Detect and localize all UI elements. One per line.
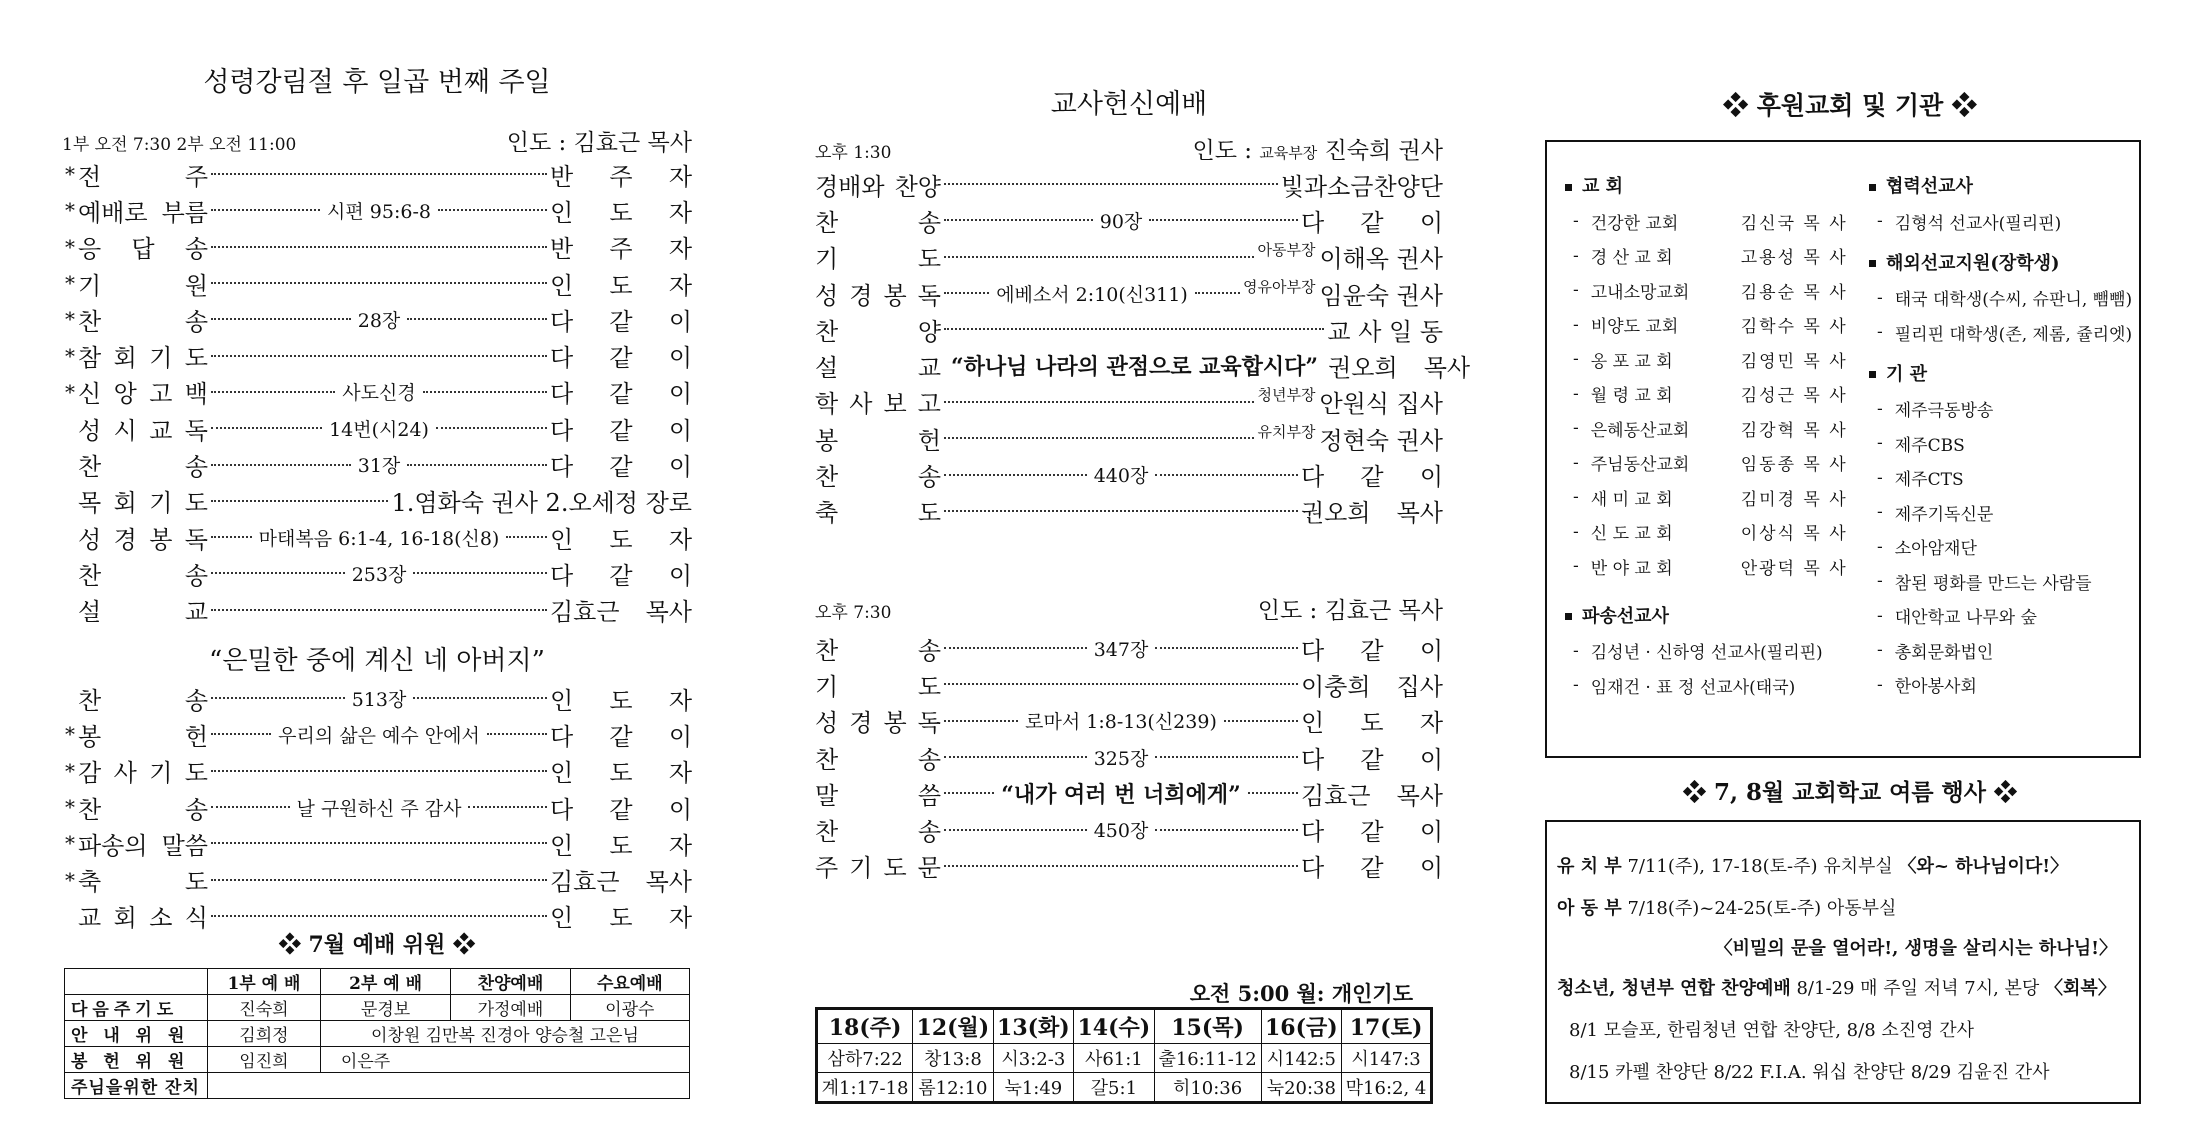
order-item — [62, 592, 692, 628]
supporter-item: - 제주CBS — [1877, 433, 1965, 456]
bible-day-header: 14(수) — [1074, 1009, 1154, 1044]
order-item-person: 인 도 자 — [550, 525, 693, 554]
order-item-person: 다 같 이 — [1301, 463, 1443, 492]
order-item-person: 다 같 이 — [1301, 854, 1443, 883]
order-item-person: 다 같 이 — [550, 795, 693, 824]
supporters-title: ❖ 후원교회 및 기관 ❖ — [1723, 91, 1977, 120]
supporter-item: - 비양도 교회 김학수 목 사 — [1573, 314, 1848, 338]
order-item-name: 목 회 기 도 — [78, 489, 208, 518]
order-item-detail: “하나님 나라의 관점으로 교육합시다” — [951, 354, 1319, 381]
order-item-person: 다 같 이 — [550, 561, 692, 590]
supporter-item: - 김형석 선교사(필리핀) — [1877, 211, 2062, 234]
order-item-name: 봉 헌 — [815, 426, 941, 455]
order-item — [815, 456, 1443, 492]
order-item-name: 축 도 — [815, 499, 941, 528]
order-item-person: 다 같 이 — [550, 380, 693, 409]
coop-label: 협력선교사 — [1869, 172, 2139, 198]
bible-reading-table — [815, 1007, 1433, 1104]
order-item — [815, 202, 1443, 238]
bible-verse-cell: 히10:36 — [1154, 1073, 1261, 1103]
evening-rows — [815, 630, 1443, 884]
bible-verse-cell: 시3:2-3 — [993, 1044, 1073, 1073]
events-title: ❖ 7, 8월 교회학교 여름 행사 ❖ — [1682, 779, 2018, 806]
coop-list — [1869, 204, 2139, 239]
events-box — [1545, 820, 2141, 1104]
duty-header — [65, 969, 208, 995]
supporter-item: - 태국 대학생(수씨, 슈판니, 뺌뺌) — [1877, 287, 2133, 311]
order-item-detail: “내가 여러 번 너희에게” — [1001, 781, 1241, 808]
order-item-name: 교 회 소 식 — [78, 904, 208, 933]
order-item-name: 기 원 — [78, 271, 208, 300]
duty-cell: 다음주기도 — [65, 995, 208, 1021]
order-item-name: 말 씀 — [815, 781, 941, 810]
duty-cell: 진숙희 — [208, 995, 321, 1021]
supporter-item: - 제주기독신문 — [1877, 502, 1994, 525]
order-item — [62, 789, 692, 825]
bible-verse-cell: 갈5:1 — [1074, 1073, 1154, 1103]
orgs-label: 기 관 — [1869, 360, 2139, 386]
leader-role: 교육부장 — [1259, 144, 1318, 162]
order-item-name: 경배와 찬양 — [815, 172, 941, 201]
order-item-name: 기 도 — [815, 245, 941, 274]
order-item-person: 다 같 이 — [1301, 745, 1443, 774]
order-item-person: 다 같 이 — [550, 344, 692, 373]
order-item — [815, 493, 1443, 529]
duty-cell: 가정예배 — [451, 995, 570, 1021]
supporter-item: - 한아봉사회 — [1877, 674, 1977, 698]
bible-verse-cell: 출16:11-12 — [1154, 1044, 1261, 1073]
order-item-name: 찬 송 — [815, 208, 941, 237]
order-item-detail: 시편 95:6-8 — [327, 200, 431, 223]
leader-label: 인도 : — [1192, 138, 1252, 164]
order-item-person: 이충희 집사 — [1301, 672, 1443, 701]
evening-lead — [815, 592, 1443, 625]
bible-verse-cell: 창13:8 — [913, 1044, 993, 1073]
order-item — [62, 555, 692, 591]
order-item-detail: 440장 — [1093, 465, 1149, 488]
supporter-item: - 신 도 교 회 이상식 목 사 — [1573, 521, 1848, 545]
stand-mark: * — [65, 343, 75, 368]
order-item-person: 인 도 자 — [550, 759, 692, 788]
order-item — [815, 811, 1443, 847]
stand-mark: * — [65, 831, 75, 856]
order-item — [62, 716, 692, 752]
event-youth-schedule-2: 8/15 카펠 찬양단 8/22 F.I.A. 워십 찬양단 8/29 김윤진 간사 — [1569, 1062, 2050, 1083]
order-item-detail: 325장 — [1093, 747, 1149, 770]
order-item-name: 찬 송 — [815, 745, 941, 774]
order-item — [62, 825, 692, 861]
stand-mark: * — [65, 271, 75, 296]
order-item-person: 다 같 이 — [1301, 818, 1443, 847]
supporter-item: - 새 미 교 회 김미경 목 사 — [1573, 487, 1848, 510]
order-item-name: 기 도 — [815, 672, 941, 701]
service-times: 1부 오전 7:30 2부 오전 11:00 — [62, 135, 297, 155]
supporter-item: - 총회문화법인 — [1877, 640, 1994, 663]
event-kindergarten: 유 치 부 7/11(주), 17-18(토-주) 유치부실 〈와~ 하나님이다!〉 — [1557, 856, 2069, 877]
event-youth: 청소년, 청년부 연합 찬양예배 8/1-29 매 주일 저녁 7시, 본당 〈회복〉 — [1557, 978, 2116, 999]
dispatched-list — [1565, 634, 1865, 703]
order-item-name: 파송의 말씀 — [78, 831, 208, 860]
order-item — [62, 301, 692, 337]
evening-time: 오후 7:30 — [815, 603, 892, 623]
duty-table — [64, 968, 690, 1099]
order-item-name: 찬 양 — [815, 317, 941, 346]
order-item-name: 성 경 봉 독 — [78, 525, 208, 554]
order-item-name: 축 도 — [78, 868, 208, 897]
bible-day-header: 16(금) — [1261, 1009, 1341, 1044]
supporter-item: - 반 야 교 회 안광덕 목 사 — [1573, 556, 1848, 579]
supporter-item: - 주님동산교회 임동종 목 사 — [1573, 452, 1848, 476]
churches-label: 교 회 — [1565, 172, 1865, 198]
order-item-detail: 513장 — [351, 688, 407, 711]
order-item — [815, 630, 1443, 666]
bible-verse-cell: 눅20:38 — [1261, 1073, 1341, 1103]
bible-day-header: 15(목) — [1154, 1009, 1261, 1044]
order-item-name: 봉 헌 — [78, 722, 208, 751]
order-item-person: 김효근 목사 — [550, 868, 692, 897]
order-item — [815, 703, 1443, 739]
order-item-person: 인 도 자 — [550, 831, 692, 860]
leader-name: 진숙희 권사 — [1324, 138, 1443, 164]
duty-cell: 이창원 김만복 진경아 양승철 고은님 — [320, 1021, 689, 1047]
order-item — [62, 374, 692, 410]
order-item-detail: 253장 — [351, 563, 407, 586]
order-item — [62, 265, 692, 301]
order-item-name: 찬 송 — [78, 686, 208, 715]
supporter-item: - 경 산 교 회 고용성 목 사 — [1573, 245, 1848, 269]
order-item — [62, 446, 692, 482]
order-item-detail: 31장 — [357, 455, 401, 478]
dispatched-label: 파송선교사 — [1565, 602, 1865, 628]
order-item-detail: 14번(시24) — [329, 418, 429, 441]
order-item-person: 인 도 자 — [550, 271, 692, 300]
order-item-person: 교 사 일 동 — [1327, 317, 1443, 346]
stand-mark: * — [65, 722, 75, 747]
bible-verse-cell: 롬12:10 — [913, 1073, 993, 1103]
duty-header: 찬양예배 — [451, 969, 570, 995]
duty-cell: 문경보 — [320, 995, 450, 1021]
afternoon-lead — [815, 132, 1443, 165]
order-item-name: 성 시 교 독 — [78, 416, 208, 445]
order-item — [815, 347, 1471, 383]
order-item — [815, 384, 1443, 420]
order-item-person: 다 같 이 — [550, 416, 693, 445]
supporter-item: - 고내소망교회 김용순 목 사 — [1573, 280, 1848, 303]
order-item-name: 성 경 봉 독 — [815, 281, 941, 310]
order-item-detail: 28장 — [357, 309, 401, 332]
order-item-person: 반 주 자 — [550, 235, 692, 264]
order-item — [62, 156, 692, 192]
supporter-item: - 옹 포 교 회 김영민 목 사 — [1573, 349, 1848, 372]
order-item-person: 청년부장 안원식 집사 — [1257, 386, 1443, 419]
order-item — [815, 848, 1443, 884]
order-item-name: 찬 송 — [815, 463, 941, 492]
supporter-item: - 참된 평화를 만드는 사람들 — [1877, 571, 2092, 594]
order-item-person: 다 같 이 — [1301, 636, 1443, 665]
order-item-person: 인 도 자 — [1301, 709, 1444, 738]
order-item-name: 응 답 송 — [78, 235, 208, 264]
order-item-person: 인 도 자 — [550, 904, 692, 933]
bible-verse-cell: 시142:5 — [1261, 1044, 1341, 1073]
supporters-right — [1869, 172, 2139, 702]
supporter-item: - 건강한 교회 김신국 목 사 — [1573, 211, 1848, 234]
duty-cell: 이광수 — [570, 995, 689, 1021]
duty-title: ❖ 7월 예배 위원 ❖ — [278, 932, 476, 958]
bible-day-header: 13(화) — [993, 1009, 1073, 1044]
stand-mark: * — [65, 795, 75, 820]
bible-verse-cell: 계1:17-18 — [817, 1073, 913, 1103]
order-item-person: 다 같 이 — [550, 453, 692, 482]
duty-cell: 주님을위한 잔치 — [65, 1073, 208, 1099]
supporter-item: - 대안학교 나무와 숲 — [1877, 605, 2037, 629]
order-item-detail: 우리의 삶은 예수 안에서 — [278, 724, 480, 747]
order-item — [815, 666, 1443, 702]
duty-cell — [208, 1073, 690, 1099]
order-item-person: 김효근 목사 — [1301, 781, 1443, 810]
bible-verse-cell: 삼하7:22 — [817, 1044, 913, 1073]
bible-verse-cell: 막16:2, 4 — [1342, 1073, 1432, 1103]
afternoon-leader — [1193, 132, 1444, 165]
order-item — [62, 483, 692, 519]
order-item-detail: 날 구원하신 주 감사 — [296, 797, 462, 820]
supporter-item: - 월 령 교 회 김성근 목 사 — [1573, 383, 1848, 407]
order-item-person: 다 같 이 — [550, 722, 693, 751]
order-item-person: 1.염화숙 권사 2.오세정 장로 — [391, 489, 692, 518]
order-item-person: 권오희 목사 — [1301, 499, 1443, 528]
duty-cell: 김희정 — [208, 1021, 321, 1047]
order-item-person: 다 같 이 — [550, 307, 692, 336]
order-item-detail: 90장 — [1099, 210, 1143, 233]
order-item-detail: 에베소서 2:10(신311) — [996, 283, 1188, 306]
order-item-name: 주 기 도 문 — [815, 854, 941, 883]
order-item — [62, 192, 692, 228]
duty-cell: 봉 헌 위 원 — [65, 1047, 208, 1073]
bible-day-header: 18(주) — [817, 1009, 913, 1044]
prayer-caption: 오전 5:00 월: 개인기도 — [1189, 981, 1413, 1006]
supporter-item: - 필리핀 대학생(존, 제롬, 쥴리엣) — [1877, 322, 2133, 345]
supporter-item: - 제주극동방송 — [1877, 398, 1994, 422]
order-item-person: 반 주 자 — [550, 162, 692, 191]
supporter-item: - 은혜동산교회 김강혁 목 사 — [1573, 418, 1848, 441]
order-item-name: 감 사 기 도 — [78, 759, 208, 788]
order-item-person: 권오희 목사 — [1328, 354, 1471, 383]
duty-cell: 이은주 — [320, 1047, 689, 1073]
order-item — [815, 775, 1443, 811]
order-rows-main — [62, 156, 692, 628]
duty-cell: 임진희 — [208, 1047, 321, 1073]
supporter-item: - 임재건 · 표 정 선교사(태국) — [1573, 675, 1796, 698]
order-item — [62, 519, 692, 555]
order-item-detail: 347장 — [1093, 638, 1149, 661]
stand-mark: * — [65, 162, 75, 187]
order-item-detail: 사도신경 — [342, 382, 416, 405]
bible-verse-cell: 사61:1 — [1074, 1044, 1154, 1073]
order-item-name: 신 앙 고 백 — [78, 380, 208, 409]
order-item — [62, 753, 692, 789]
stand-mark: * — [65, 307, 75, 332]
order-item-person: 다 같 이 — [1301, 208, 1443, 237]
order-item-name: 찬 송 — [78, 795, 208, 824]
bible-day-header: 12(월) — [913, 1009, 993, 1044]
order-item-person: 아동부장 이해옥 권사 — [1257, 241, 1443, 274]
order-item — [815, 275, 1443, 311]
order-item — [62, 229, 692, 265]
order-item-person: 인 도 자 — [550, 686, 692, 715]
duty-cell: 안 내 위 원 — [65, 1021, 208, 1047]
event-children: 아 동 부 7/18(주)~24-25(토-주) 아동부실 — [1557, 898, 1897, 919]
order-item-detail: 마태복음 6:1-4, 16-18(신8) — [258, 527, 500, 550]
evening-leader: 인도 : 김효근 목사 — [1257, 598, 1443, 624]
order-item — [62, 861, 692, 897]
stand-mark: * — [65, 758, 75, 783]
duty-header: 1부 예 배 — [208, 969, 321, 995]
bible-verse-cell: 눅1:49 — [993, 1073, 1073, 1103]
bible-day-header: 17(토) — [1342, 1009, 1432, 1044]
order-item-name: 찬 송 — [78, 307, 208, 336]
afternoon-time: 오후 1:30 — [815, 143, 892, 163]
order-item-person: 빛과소금찬양단 — [1280, 172, 1443, 201]
order-item-name: 예배로 부름 — [78, 198, 208, 227]
order-item-name: 찬 송 — [78, 561, 208, 590]
order-item — [815, 311, 1443, 347]
service-title: 성령강림절 후 일곱 번째 주일 — [203, 67, 551, 98]
order-item-person: 유치부장 정현숙 권사 — [1257, 422, 1443, 455]
order-item — [62, 410, 692, 446]
supporters-left — [1565, 172, 1865, 703]
order-item-name: 성 경 봉 독 — [815, 709, 941, 738]
order-item-name: 설 교 — [78, 598, 208, 627]
order-item — [62, 680, 692, 716]
stand-mark: * — [65, 234, 75, 259]
order-item-person: 영유아부장 임윤숙 권사 — [1242, 277, 1443, 310]
order-rows-after-sermon — [62, 680, 692, 934]
order-item — [815, 420, 1443, 456]
stand-mark: * — [65, 867, 75, 892]
order-item-name: 참 회 기 도 — [78, 344, 208, 373]
duty-header: 2부 예 배 — [320, 969, 450, 995]
order-item-name: 설 교 — [815, 354, 941, 383]
overseas-list — [1869, 281, 2139, 350]
order-item-name: 찬 송 — [815, 636, 941, 665]
event-children-theme: 〈비밀의 문을 열어라!, 생명을 살리시는 하나님!〉 — [1714, 938, 2117, 959]
bible-verse-cell: 시147:3 — [1342, 1044, 1432, 1073]
stand-mark: * — [65, 198, 75, 223]
order-item-detail: 로마서 1:8-13(신239) — [1025, 711, 1217, 734]
order-item — [62, 337, 692, 373]
overseas-label: 해외선교지원(장학생) — [1869, 249, 2139, 275]
order-item-name: 전 주 — [78, 162, 208, 191]
supporter-item: - 소아암재단 — [1877, 536, 1977, 560]
duty-header: 수요예배 — [570, 969, 689, 995]
sermon-title: “은밀한 중에 계신 네 아버지” — [209, 646, 545, 676]
order-item-detail: 450장 — [1093, 820, 1149, 843]
event-youth-schedule-1: 8/1 모슬포, 한림청년 연합 찬양단, 8/8 소진영 간사 — [1569, 1020, 1975, 1041]
service-lead — [62, 124, 692, 157]
order-item — [815, 739, 1443, 775]
order-item-name: 학 사 보 고 — [815, 390, 941, 419]
afternoon-rows — [815, 166, 1471, 529]
order-item — [815, 166, 1443, 202]
org-list — [1869, 392, 2139, 703]
church-list — [1565, 204, 1865, 584]
service-leader: 인도 : 김효근 목사 — [506, 130, 692, 156]
order-item-name: 찬 송 — [78, 453, 208, 482]
supporters-box — [1545, 140, 2141, 758]
stand-mark: * — [65, 379, 75, 404]
order-item-name: 찬 송 — [815, 818, 941, 847]
supporter-item: - 제주CTS — [1877, 467, 1964, 491]
order-item-person: 김효근 목사 — [550, 598, 692, 627]
order-item — [815, 239, 1443, 275]
teacher-service-title: 교사헌신예배 — [1050, 89, 1208, 120]
supporter-item: - 김성년 · 신하영 선교사(필리핀) — [1573, 640, 1823, 664]
order-item-person: 인 도 자 — [550, 198, 692, 227]
